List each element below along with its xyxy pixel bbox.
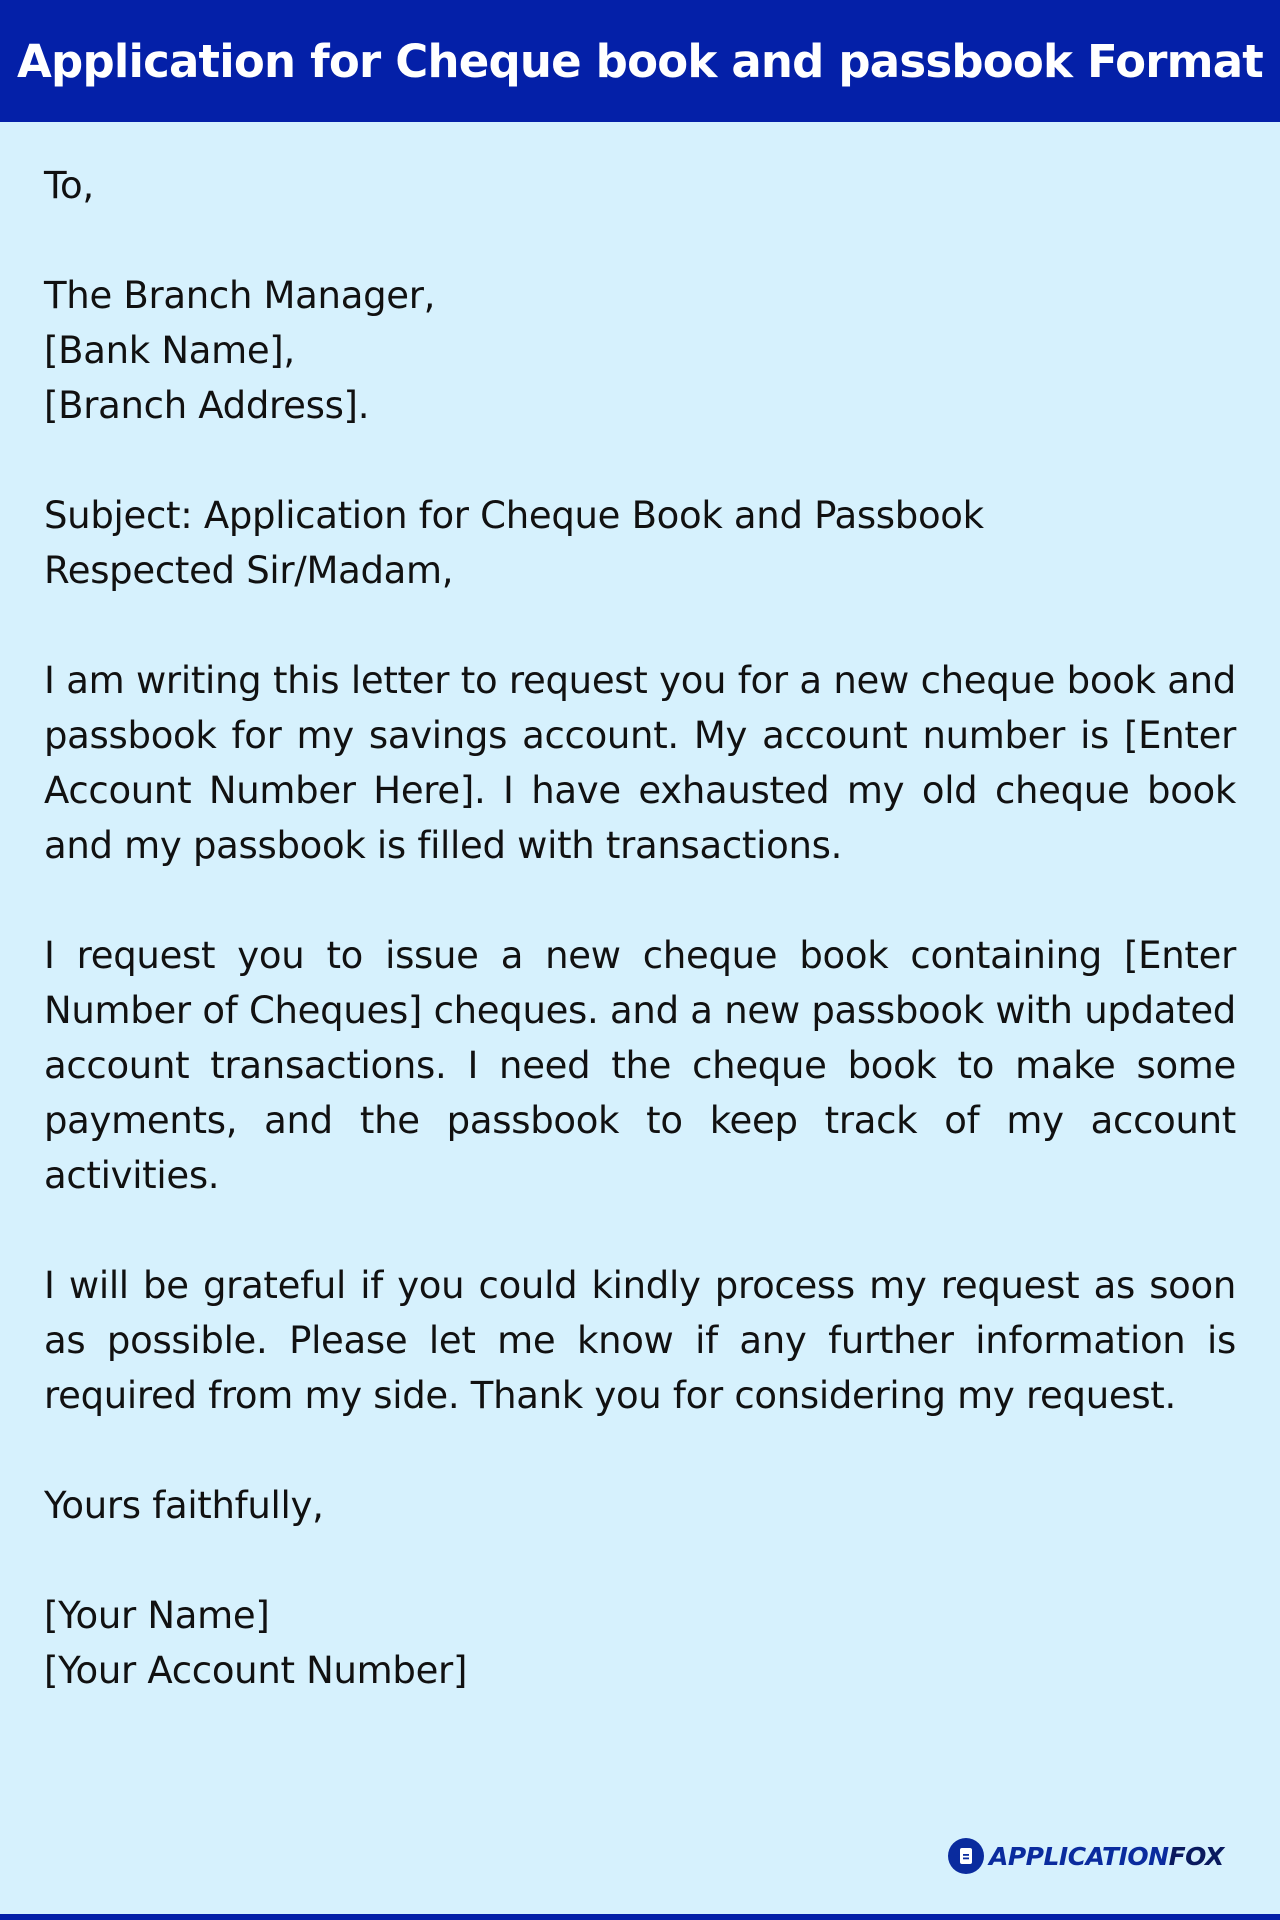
letter-body [44, 158, 1236, 1698]
greeting: Respected Sir/Madam, [44, 549, 454, 592]
paragraph-request: I am writing this letter to request you for a new cheque book and passbook for my savings account. My account number is [Enter Account Number Here]. I have exhausted my old cheque book and my passbook is filled with transactions. [44, 659, 1236, 867]
closing: Yours faithfully, [44, 1484, 324, 1527]
paragraph-thanks: I will be grateful if you could kindly process my request as soon as possible. Please let me know if any further information is required from my side. Thank you for considering my request. [44, 1264, 1236, 1417]
subject-line: Subject: Application for Cheque Book and Passbook [44, 494, 984, 537]
document-icon [948, 1838, 984, 1874]
recipient-line-2: [Bank Name], [44, 329, 295, 372]
page-header [0, 0, 1280, 122]
signature-account: [Your Account Number] [44, 1649, 468, 1692]
page-title: Application for Cheque book and passbook Format [17, 34, 1263, 88]
brand-name-part-2: FOX [1168, 1841, 1224, 1871]
brand-logo [948, 1836, 1224, 1876]
salutation-to: To, [44, 164, 94, 207]
recipient-line-3: [Branch Address]. [44, 384, 370, 427]
brand-name-part-1: APPLICATION [989, 1841, 1169, 1871]
footer-bar [0, 1914, 1280, 1920]
paragraph-details: I request you to issue a new cheque book containing [Enter Number of Cheques] cheques. and a new passbook with updated account transactions. I need the cheque book to make some payments, and the passbook to keep track of my account activities. [44, 934, 1236, 1197]
recipient-line-1: The Branch Manager, [44, 274, 436, 317]
brand-name [989, 1842, 1224, 1871]
signature-name: [Your Name] [44, 1594, 270, 1637]
